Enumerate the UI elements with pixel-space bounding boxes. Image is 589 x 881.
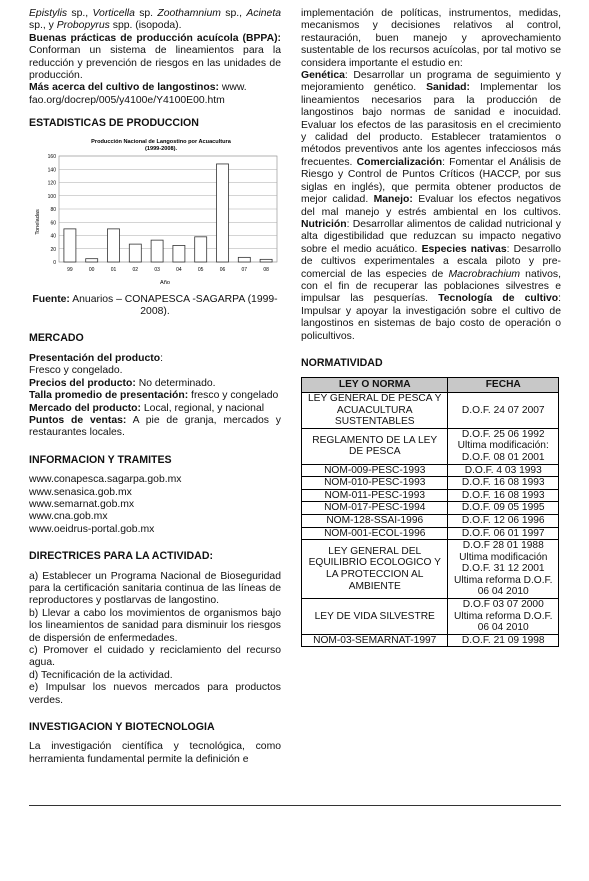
chart-subtitle: (1999-2008). [144,145,178,152]
market-presentation-value: Fresco y congelado. [29,365,123,377]
term-label: Mercado del producto: [29,402,141,414]
regulation-date-cell: D.O.F. 16 08 1993 [448,477,559,490]
caption-text: Anuarios – CONAPESCA -SAGARPA (1999-2008). [69,293,278,318]
column-header-fecha: FECHA [448,378,559,393]
right-column [301,8,561,647]
text-fragment: spp. (isopoda). [109,20,182,32]
chart-x-axis-label: Año [160,279,170,286]
term-text: Local, regional, y nacional [141,402,265,414]
market-price [29,378,281,390]
text-fragment: sp., [220,8,247,19]
chart-bar [173,245,185,262]
regulation-name-cell: REGLAMENTO DE LA LEY DE PESCA [302,428,448,464]
chart-y-tick-label: 100 [47,193,56,200]
section-title-mercado: MERCADO [29,332,84,345]
table-row [302,634,559,647]
text-fragment: sp., y [29,20,57,32]
chart-x-tick-label: 06 [219,266,226,273]
regulation-date-cell: D.O.F. 24 07 2007 [448,392,559,428]
chart-x-tick-label: 07 [241,266,248,273]
text-fragment: sp., [67,8,93,19]
term-text: Conforman un sistema de lineamientos para la reducción y prevención de riesgos en las unidades de producción. [29,45,281,82]
species-name: Zoothamnium [157,8,221,19]
more-info-paragraph [29,82,281,107]
chart-x-tick-label: 99 [67,266,73,273]
section-title-investigacion: INVESTIGACION Y BIOTECNOLOGIA [29,721,215,734]
link-oeidrus[interactable]: www.oeidrus-portal.gob.mx [29,523,155,535]
term-text: fresco y congelado [188,390,279,402]
regulation-name-cell: NOM-03-SEMARNAT-1997 [302,634,448,647]
term-text: : Desarrollar un programa de seguimiento y mejoramiento genético. [301,70,561,94]
research-paragraph: La investigación científica y tecnológica, como herramienta fundamental permite la definición e [29,741,281,765]
term-label: Manejo: [373,194,413,206]
term-label: Genética [301,70,345,82]
table-row [302,502,559,515]
link-senasica[interactable]: www.senasica.gob.mx [29,486,132,498]
species-name: Macrobrachium [448,268,521,280]
market-scope [29,403,281,415]
chart-y-tick-label: 20 [50,246,56,253]
chart-y-axis-label: Toneladas [35,208,41,235]
regulation-name-cell: NOM-011-PESC-1993 [302,489,448,502]
chart-y-tick-label: 0 [53,259,56,266]
chart-y-tick-label: 140 [47,166,56,173]
term-text: : Fomentar el Análisis de Riesgo y Control de Puntos Críticos (HACCP, por sus siglas en inglés), que permita obtener productos de mejor calidad. [301,156,561,206]
section-title-normatividad: NORMATIVIDAD [301,356,383,369]
left-column [29,8,281,766]
text-fragment: sp. [134,8,158,19]
regulation-name-cell: LEY GENERAL DE PESCA Y ACUACULTURA SUSTENTABLES [302,392,448,428]
chart-x-tick-label: 02 [132,266,139,273]
chart-bar [195,236,207,261]
term-label: Especies nativas [421,243,507,255]
link-cna[interactable]: www.cna.gob.mx [29,511,108,523]
chart-bar [260,259,272,262]
term-label: Comercialización [356,156,443,168]
research-areas-paragraph [301,70,561,343]
chart-y-tick-label: 120 [47,180,56,187]
guideline-item: a) Establecer un Programa Nacional de Bioseguridad para la certificación sanitaria continua de las líneas de reproductores y postlarvas de langostino. [29,570,281,607]
regulation-name-cell: LEY DE VIDA SILVESTRE [302,599,448,635]
term-text: nativos, con el fin de recuperar las poblaciones silvestres e impulsar las pesquerías. [301,268,561,305]
term-label: Precios del producto: [29,377,136,389]
table-header-row [302,378,559,393]
regulation-date-cell: D.O.F 28 01 1988 Ultima modificación D.O.F. 31 12 2001 Ultima reforma D.O.F. 06 04 2010 [448,540,559,599]
term-label: Presentación del producto [29,352,161,364]
regulation-date-cell: D.O.F. 4 03 1993 [448,464,559,477]
chart-x-tick-label: 05 [197,266,204,273]
chart-x-tick-label: 08 [263,266,269,273]
regulation-name-cell: LEY GENERAL DEL EQUILIBRIO ECOLOGICO Y LA PROTECCION AL AMBIENTE [302,540,448,599]
table-row [302,514,559,527]
chart-bar [151,240,163,262]
chart-source-caption [29,294,281,319]
term-label: Puntos de ventas: [29,414,127,426]
link-semarnat[interactable]: www.semarnat.gob.mx [29,498,135,510]
chart-y-tick-label: 40 [50,233,56,240]
term-label: Más acerca del cultivo de langostinos: [29,82,219,94]
table-row [302,392,559,428]
term-label: Buenas prácticas de producción acuícola (BPPA): [29,32,281,44]
table-row [302,527,559,540]
regulation-name-cell: NOM-128-SSAI-1996 [302,514,448,527]
term-text: Implementar los lineamientos necesarios para la producción de langostinos bajo normas de sanidad e inocuidad. Evaluar los efectos de las parasitosis en el crecimiento y calidad del producto. Establecer tratamientos o métodos preventivos ante los agentes infecciosos más frecuentes. [301,82,561,168]
regulations-table [301,377,559,647]
market-presentation [29,353,281,365]
term-text: : Desarrollar alimentos de calidad nutricional y alta digestibilidad que reduzcan su impacto negativo sobre el medio acuático. [301,218,561,255]
guideline-item: e) Impulsar los nuevos mercados para productos verdes. [29,682,281,706]
guideline-item: b) Llevar a cabo los movimientos de organismos bajo los lineamientos de sanidad para disminuir los riesgos de dispersión de enfermedades. [29,607,281,644]
term-label: Tecnología de cultivo [438,293,559,305]
production-chart-svg [29,134,281,286]
chart-y-tick-label: 80 [50,206,56,213]
section-title-estadisticas: ESTADISTICAS DE PRODUCCION [29,117,199,130]
section-title-directrices: DIRECTRICES PARA LA ACTIVIDAD: [29,550,214,563]
guideline-item: c) Promover el cuidado y reciclamiento del recurso agua. [29,645,281,669]
regulation-date-cell: D.O.F. 21 09 1998 [448,634,559,647]
regulation-name-cell: NOM-009-PESC-1993 [302,464,448,477]
species-name: Vorticella [92,8,135,19]
section-title-info: INFORMACION Y TRAMITES [29,453,172,466]
chart-bar [86,258,98,261]
market-points-of-sale [29,415,281,440]
term-label: Nutrición [301,218,347,230]
guideline-item: d) Tecnificación de la actividad. [29,669,173,681]
chart-x-tick-label: 03 [154,266,160,273]
chart-y-tick-label: 160 [47,153,56,160]
species-name: Epistylis [29,8,68,19]
chart-bar [217,164,229,262]
chart-x-tick-label: 01 [110,266,117,273]
chart-bar [238,257,250,262]
fao-link[interactable]: www. fao.org/docrep/005/y4100e/Y4100E00.htm [29,82,247,106]
bppa-paragraph [29,33,281,83]
term-text: No determinado. [135,377,216,389]
table-row [302,489,559,502]
term-label: Talla promedio de presentación: [29,390,189,402]
term-label: Sanidad: [426,82,470,94]
table-row [302,464,559,477]
species-name: Probopyrus [56,20,110,32]
column-header-ley: LEY O NORMA [302,378,448,393]
bottom-divider [29,805,561,806]
regulation-date-cell: D.O.F. 12 06 1996 [448,514,559,527]
regulation-name-cell: NOM-017-PESC-1994 [302,502,448,515]
term-text: Evaluar los efectos negativos del mal manejo y estrés ambiental en los cultivos. [301,194,561,218]
market-size [29,390,281,402]
caption-label: Fuente: [32,293,70,305]
term-text: : Desarrollo de cultivos experimentales a escala piloto y pre-comercial de las especies de [301,243,561,280]
chart-x-tick-label: 04 [176,266,182,273]
chart-bar [108,229,120,262]
table-row [302,599,559,635]
chart-title: Producción Nacional de Langostino por Acuacultura [91,138,231,145]
regulation-name-cell: NOM-010-PESC-1993 [302,477,448,490]
species-name: Acineta [246,8,281,19]
regulation-date-cell: D.O.F. 16 08 1993 [448,489,559,502]
table-row [302,540,559,599]
table-row [302,477,559,490]
chart-y-tick-label: 60 [50,219,56,226]
chart-bar [64,229,76,262]
chart-x-tick-label: 00 [88,266,95,273]
regulation-date-cell: D.O.F. 06 01 1997 [448,527,559,540]
research-continued-paragraph: implementación de políticas, instrumentos, medidas, mecanismos y decisiones relativos al control, restauración, buen manejo y aprovechamiento sustentable de los recursos acuícolas, por tal motivo se considera importante el estudio en: [301,8,561,69]
table-row [302,428,559,464]
regulation-date-cell: D.O.F 03 07 2000 Ultima reforma D.O.F. 06 04 2010 [448,599,559,635]
parasites-paragraph [29,8,281,33]
production-chart [29,134,281,286]
link-conapesca[interactable]: www.conapesca.sagarpa.gob.mx [29,474,182,486]
regulations-table-body [302,392,559,646]
regulation-name-cell: NOM-001-ECOL-1996 [302,527,448,540]
term-text: A pie de granja, mercados y restaurantes locales. [29,414,281,439]
term-text: : [160,352,163,364]
regulation-date-cell: D.O.F. 25 06 1992 Ultima modificación: D.O.F. 08 01 2001 [448,428,559,464]
term-text: : Impulsar y apoyar la investigación sobre el cultivo de langostinos en sistemas de bajo costo de operación o policultivos. [301,293,561,342]
regulation-date-cell: D.O.F. 09 05 1995 [448,502,559,515]
chart-bar [129,244,141,262]
